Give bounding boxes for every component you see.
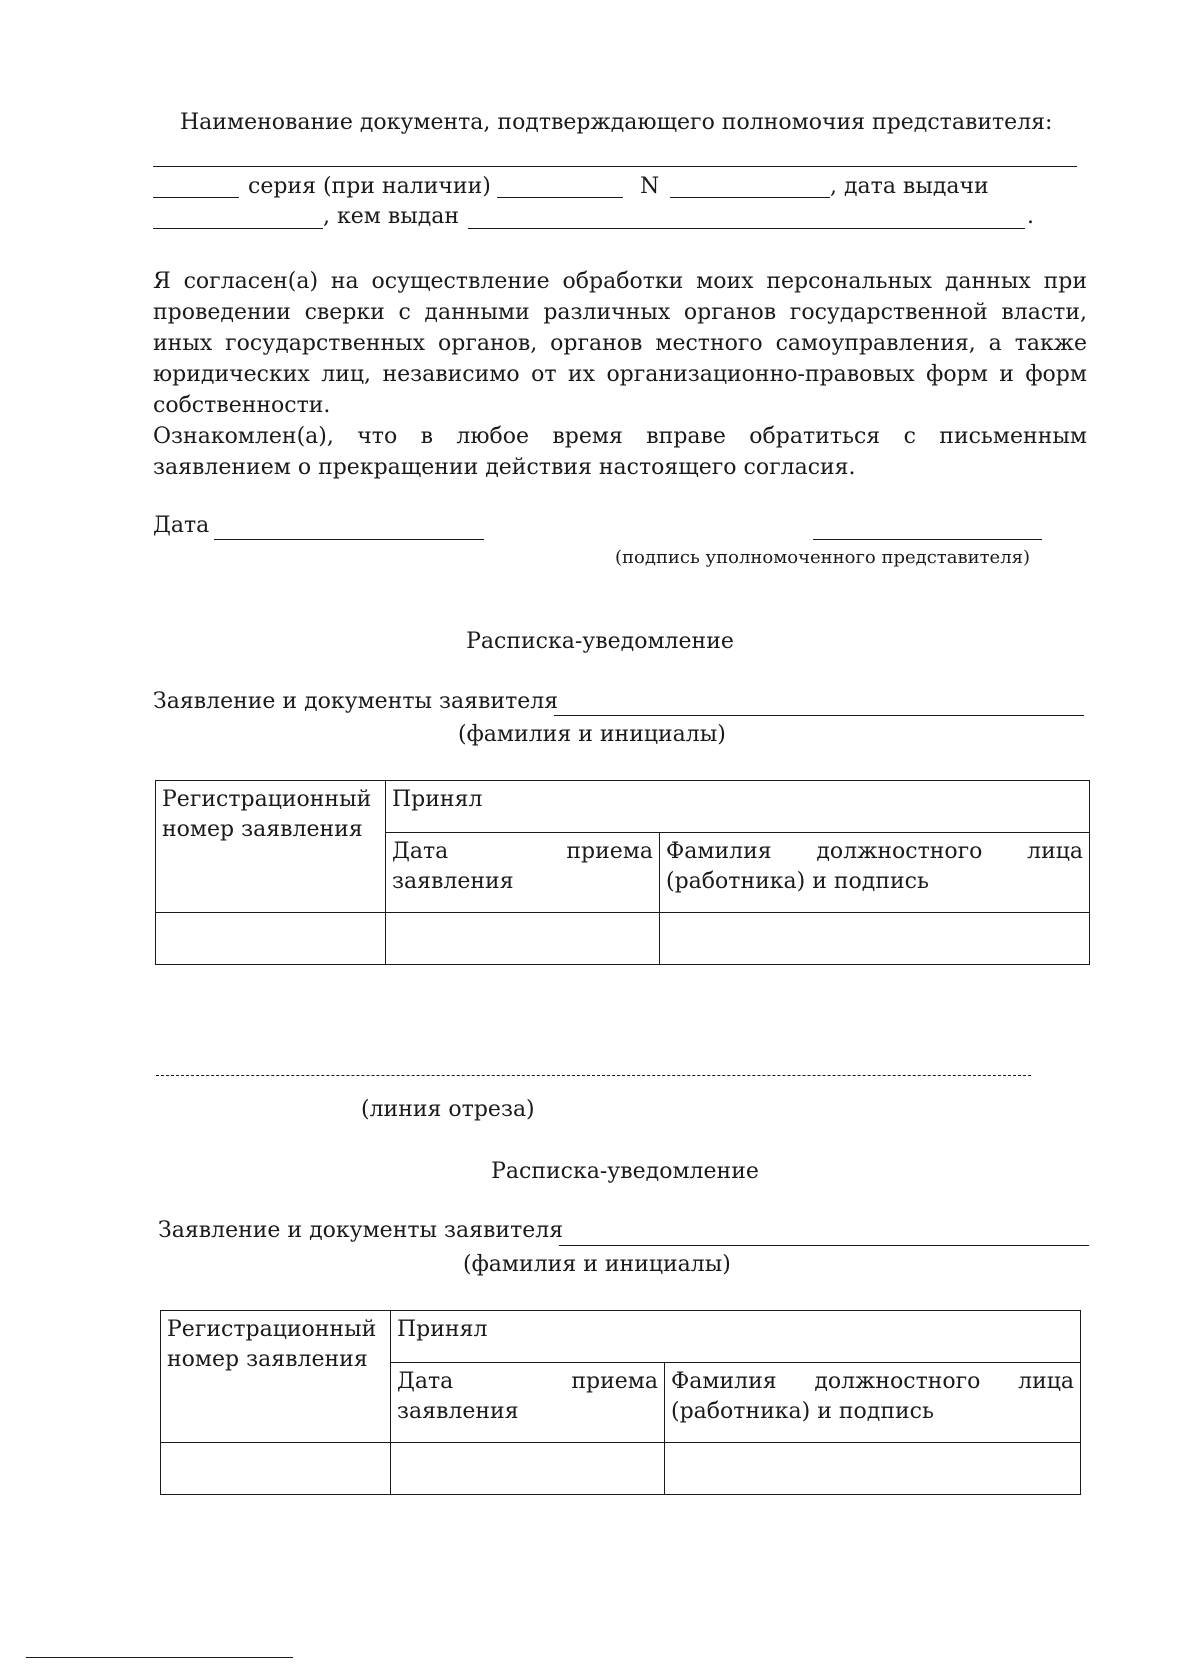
date-word1: Дата: [392, 839, 449, 864]
series-prefix-line: [153, 197, 239, 198]
officer-word1: Фамилия: [671, 1369, 777, 1394]
reg-number-line1: Регистрационный: [162, 787, 372, 812]
receipt-table: [160, 1310, 1081, 1495]
issued-by-line: [468, 228, 1025, 229]
date-word2: приема: [566, 839, 653, 864]
accepted-header: [391, 1311, 1081, 1363]
receipt-date-cell[interactable]: [391, 1443, 665, 1495]
officer-word3: лица: [1027, 839, 1084, 864]
officer-cell[interactable]: [665, 1443, 1081, 1495]
footnote-separator: [26, 1657, 293, 1658]
officer-line2: (работника) и подпись: [671, 1399, 934, 1424]
issue-date-line: [153, 228, 323, 229]
applicant-label: Заявление и документы заявителя: [153, 689, 559, 714]
number-label: N: [640, 174, 660, 199]
officer-cell[interactable]: [660, 913, 1090, 965]
series-line: [497, 197, 623, 198]
officer-header: [665, 1363, 1081, 1443]
rep-doc-name-line: [153, 166, 1077, 167]
date-label: Дата: [153, 513, 210, 538]
reg-number-header: [156, 781, 386, 913]
reg-number-header: [161, 1311, 391, 1443]
applicant-name-line: [554, 715, 1084, 716]
issued-by-end: .: [1027, 204, 1034, 229]
issued-by-label: , кем выдан: [323, 204, 460, 229]
series-label: серия (при наличии): [248, 174, 491, 199]
officer-word2: должностного: [816, 839, 983, 864]
receipt-title: Расписка-уведомление: [491, 1159, 759, 1184]
reg-number-cell[interactable]: [161, 1443, 391, 1495]
number-line: [670, 197, 830, 198]
consent-paragraph: Я согласен(а) на осуществление обработки моих персональных данных при проведении сверки с данными различных органов государственной власти, иных государственных органов, органов местного самоуправления, а также юридических лиц, независимо от их организационно-правовых форм и форм собственности.: [153, 269, 1087, 418]
date-line2: заявления: [397, 1399, 519, 1424]
accepted-label: Принял: [397, 1317, 488, 1342]
cut-line-caption: (линия отреза): [361, 1097, 535, 1122]
date-line2: заявления: [392, 869, 514, 894]
accepted-header: [386, 781, 1090, 833]
accepted-label: Принял: [392, 787, 483, 812]
officer-header: [660, 833, 1090, 913]
name-caption: (фамилия и инициалы): [458, 722, 726, 747]
reg-number-cell[interactable]: [156, 913, 386, 965]
date-line: [214, 539, 484, 540]
receipt-table: [155, 780, 1090, 965]
date-word2: приема: [571, 1369, 658, 1394]
rep-doc-heading: Наименование документа, подтверждающего полномочия представителя:: [180, 110, 1053, 135]
reg-number-line2: номер заявления: [162, 817, 363, 842]
signature-line: [813, 539, 1042, 540]
receipt-date-header: [391, 1363, 665, 1443]
officer-line2: (работника) и подпись: [666, 869, 929, 894]
receipt-date-cell[interactable]: [386, 913, 660, 965]
cut-line: [156, 1075, 1031, 1076]
reg-number-line1: Регистрационный: [167, 1317, 377, 1342]
acknowledgement-paragraph: Ознакомлен(а), что в любое время вправе обратиться с письменным заявлением о прекращении действия настоящего согласия.: [153, 424, 1087, 480]
receipt-title: Расписка-уведомление: [466, 629, 734, 654]
consent-text: [153, 266, 1087, 483]
date-word1: Дата: [397, 1369, 454, 1394]
officer-word3: лица: [1018, 1369, 1075, 1394]
applicant-name-line: [559, 1245, 1089, 1246]
signature-caption: (подпись уполномоченного представителя): [615, 547, 1031, 568]
issue-date-label: , дата выдачи: [830, 174, 989, 199]
applicant-label: Заявление и документы заявителя: [158, 1218, 564, 1243]
officer-word2: должностного: [814, 1369, 981, 1394]
name-caption: (фамилия и инициалы): [463, 1252, 731, 1277]
officer-word1: Фамилия: [666, 839, 772, 864]
receipt-date-header: [386, 833, 660, 913]
reg-number-line2: номер заявления: [167, 1347, 368, 1372]
